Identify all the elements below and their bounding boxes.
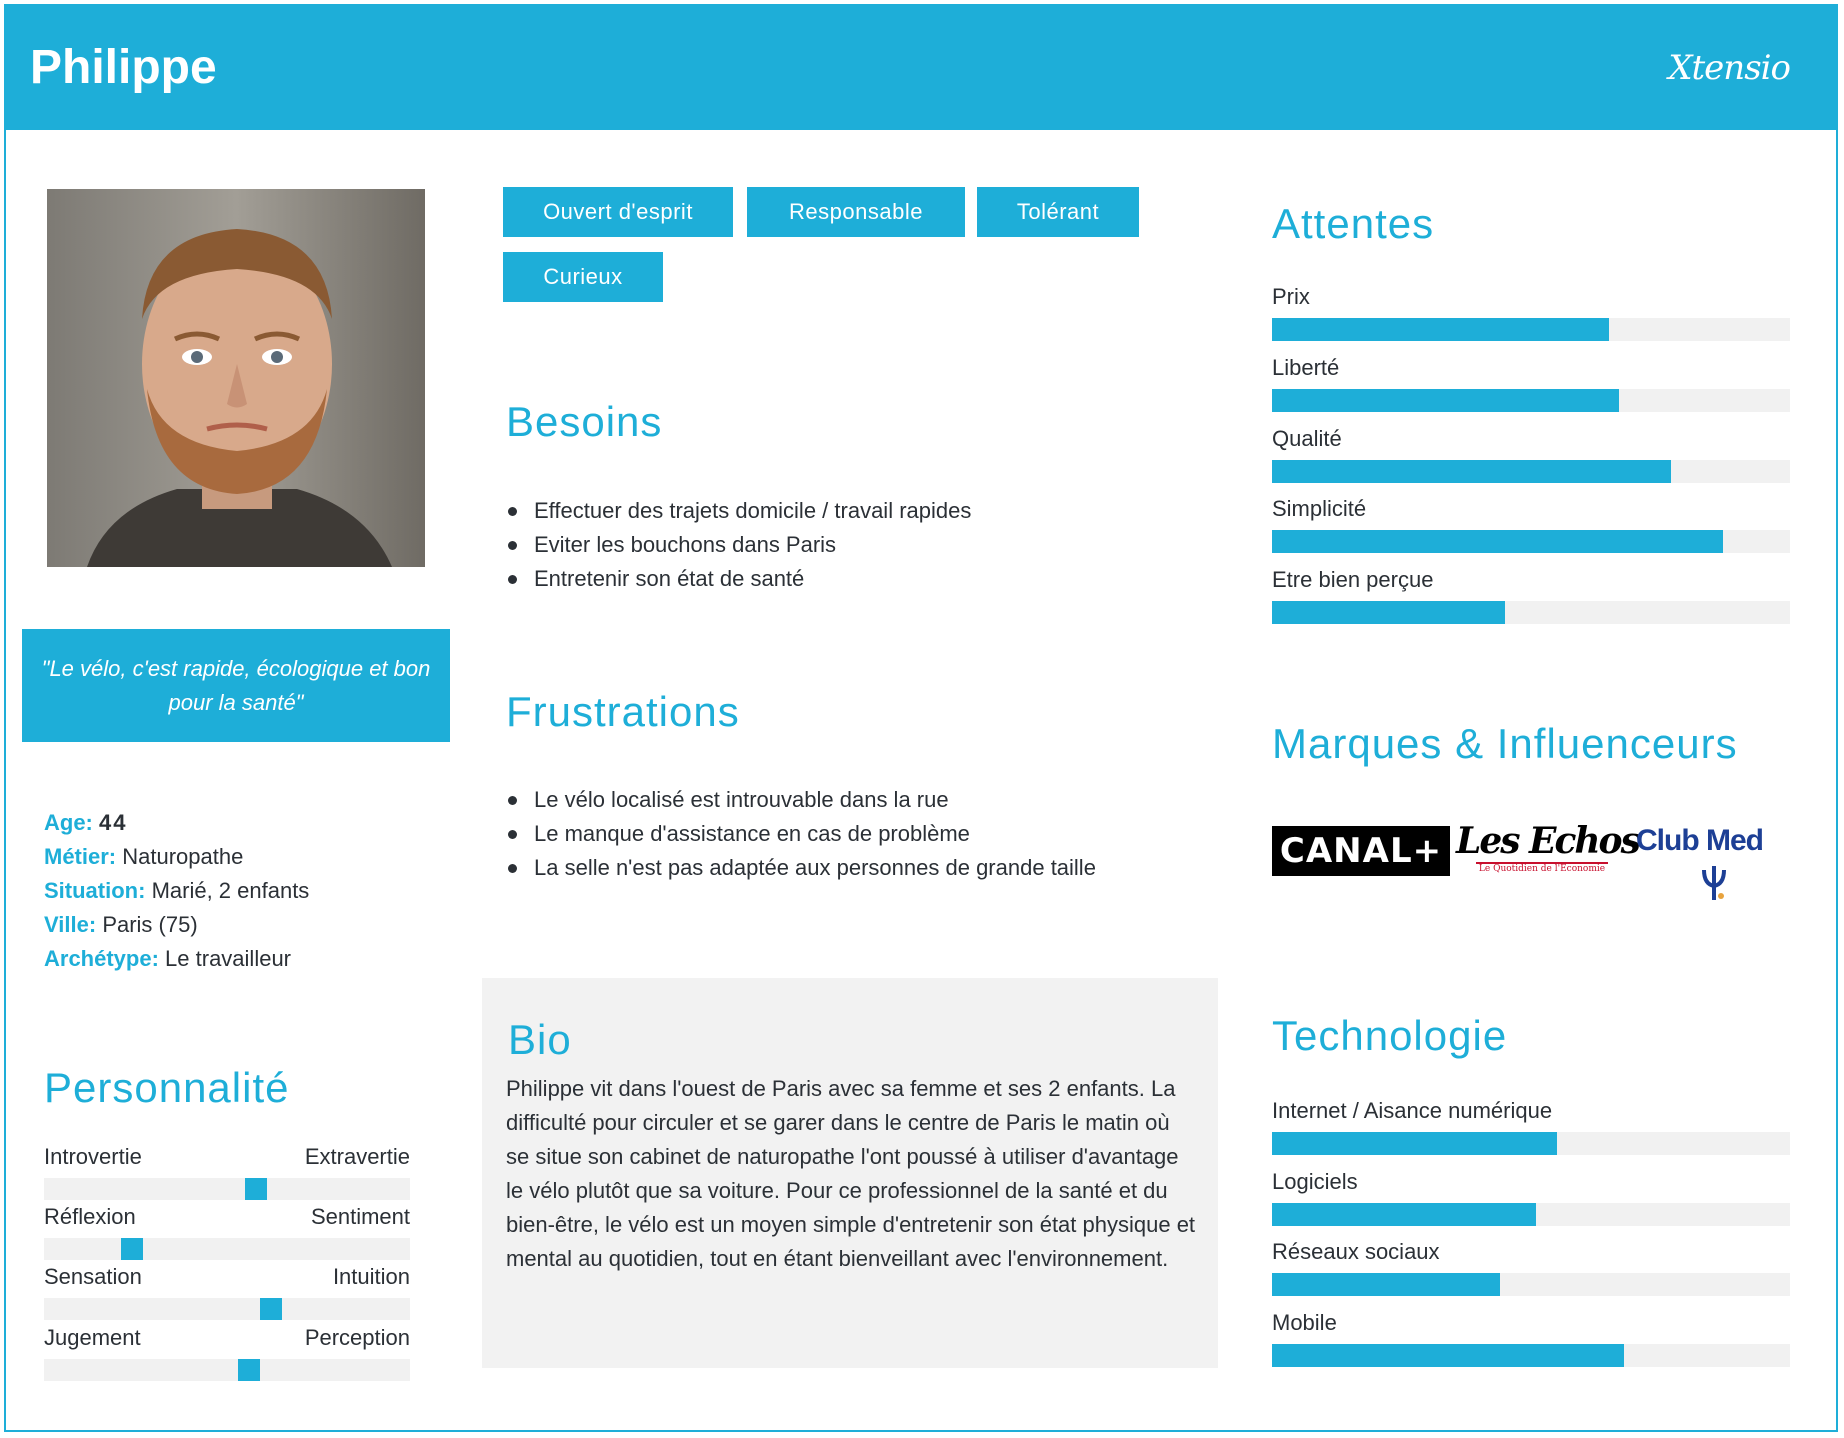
les-echos-tagline: Le Quotidien de l'Économie [1476, 862, 1608, 874]
bio-panel [482, 978, 1218, 1368]
canal-plus-text: CANAL+ [1279, 831, 1443, 871]
personality-slider [44, 1359, 410, 1381]
trait-tag: Tolérant [977, 187, 1139, 237]
technology-bar-fill [1272, 1344, 1624, 1367]
demographics [44, 806, 309, 976]
personality-slider-knob [245, 1178, 267, 1200]
technology-bar [1272, 1203, 1790, 1226]
needs-list [506, 494, 971, 596]
info-key: Archétype: [44, 946, 159, 971]
expectation-bar [1272, 389, 1790, 412]
bio-title: Bio [508, 1016, 572, 1063]
scale-right-label: Extravertie [304, 1144, 410, 1169]
scale-left-label: Jugement [44, 1325, 141, 1350]
portrait-image [47, 189, 425, 567]
list-item: Eviter les bouchons dans Paris [506, 528, 971, 562]
info-value: Paris (75) [102, 912, 198, 937]
scale-right-label: Perception [304, 1325, 410, 1350]
frustrations-title: Frustrations [506, 688, 740, 735]
expectation-label: Qualité [1272, 426, 1342, 451]
expectation-bar [1272, 601, 1790, 624]
frustrations-list [506, 783, 1096, 885]
info-situation [44, 874, 309, 908]
persona-name: Philippe [30, 41, 217, 94]
technology-label: Mobile [1272, 1310, 1337, 1335]
club-med-logo [1636, 824, 1792, 906]
needs-title: Besoins [506, 398, 663, 445]
personality-slider-knob [121, 1238, 143, 1260]
trait-tag: Responsable [747, 187, 965, 237]
technology-label: Internet / Aisance numérique [1272, 1098, 1553, 1123]
bio-text: Philippe vit dans l'ouest de Paris avec sa femme et ses 2 enfants. La difficulté pour circuler et se garer dans le centre de Paris le matin où se situe son cabinet de naturopathe l'ont poussé à utiliser d'avantage le vélo plutôt que sa voiture. Pour ce professionnel de la santé et du bien-être, le vélo est un moyen simple d'entretenir son état physique et mental au quotidien, tout en étant bienveillant avec l'environnement. [506, 1076, 1196, 1271]
info-key: Situation: [44, 878, 146, 903]
list-item: La selle n'est pas adaptée aux personnes de grande taille [506, 851, 1096, 885]
info-key: Métier: [44, 844, 117, 869]
persona-card [4, 4, 1838, 1432]
expectations-title: Attentes [1272, 200, 1435, 247]
info-value: Naturopathe [122, 844, 244, 869]
xtensio-logo: Xtensio [1668, 48, 1790, 88]
canal-plus-logo [1272, 826, 1450, 876]
expectation-bar-fill [1272, 318, 1609, 341]
technology-bar-fill [1272, 1132, 1557, 1155]
expectation-bar [1272, 530, 1790, 553]
scale-right-label: Sentiment [310, 1204, 410, 1229]
personality-scale-labels [44, 1264, 410, 1294]
technology-bar-fill [1272, 1203, 1536, 1226]
expectation-label: Etre bien perçue [1272, 567, 1434, 592]
scale-right-label: Intuition [332, 1264, 410, 1289]
trait-tag: Curieux [503, 252, 663, 302]
personality-slider [44, 1298, 410, 1320]
scale-left-label: Introvertie [44, 1144, 142, 1169]
expectation-label: Prix [1272, 284, 1310, 309]
list-item: Le manque d'assistance en cas de problème [506, 817, 1096, 851]
list-item: Effectuer des trajets domicile / travail rapides [506, 494, 971, 528]
info-age [44, 806, 309, 840]
technology-label: Logiciels [1272, 1169, 1358, 1194]
header-bar [6, 6, 1836, 130]
technology-bar [1272, 1273, 1790, 1296]
info-value: Le travailleur [165, 946, 291, 971]
list-item: Entretenir son état de santé [506, 562, 971, 596]
expectation-bar [1272, 318, 1790, 341]
info-value: 44 [99, 810, 128, 835]
les-echos-text: Les Echos [1456, 820, 1639, 862]
trident-icon [1694, 862, 1734, 902]
technology-label: Réseaux sociaux [1272, 1239, 1440, 1264]
info-value: Marié, 2 enfants [151, 878, 310, 903]
expectation-bar [1272, 460, 1790, 483]
expectation-label: Liberté [1272, 355, 1340, 380]
expectation-bar-fill [1272, 530, 1723, 553]
club-med-text: Club Med [1636, 824, 1763, 857]
technology-bar [1272, 1132, 1790, 1155]
technology-title: Technologie [1272, 1012, 1508, 1059]
scale-left-label: Réflexion [44, 1204, 136, 1229]
brands-title: Marques & Influenceurs [1272, 720, 1738, 767]
info-archetype [44, 942, 309, 976]
personality-slider [44, 1238, 410, 1260]
les-echos-logo [1456, 820, 1639, 886]
trait-tag: Ouvert d'esprit [503, 187, 733, 237]
info-job [44, 840, 309, 874]
personality-slider [44, 1178, 410, 1200]
list-item: Le vélo localisé est introuvable dans la rue [506, 783, 1096, 817]
technology-bar [1272, 1344, 1790, 1367]
info-city [44, 908, 309, 942]
personality-slider-knob [260, 1298, 282, 1320]
personality-scale-labels [44, 1325, 410, 1355]
technology-bar-fill [1272, 1273, 1500, 1296]
personality-title: Personnalité [44, 1064, 290, 1111]
personality-slider-knob [238, 1359, 260, 1381]
personality-scale-labels [44, 1204, 410, 1234]
expectation-label: Simplicité [1272, 496, 1367, 521]
persona-quote: "Le vélo, c'est rapide, écologique et bon pour la santé" [22, 629, 450, 742]
scale-left-label: Sensation [44, 1264, 142, 1289]
expectation-bar-fill [1272, 389, 1619, 412]
info-key: Age: [44, 810, 93, 835]
persona-photo [47, 189, 425, 567]
expectation-bar-fill [1272, 601, 1505, 624]
expectation-bar-fill [1272, 460, 1671, 483]
info-key: Ville: [44, 912, 97, 937]
personality-scale-labels [44, 1144, 410, 1174]
